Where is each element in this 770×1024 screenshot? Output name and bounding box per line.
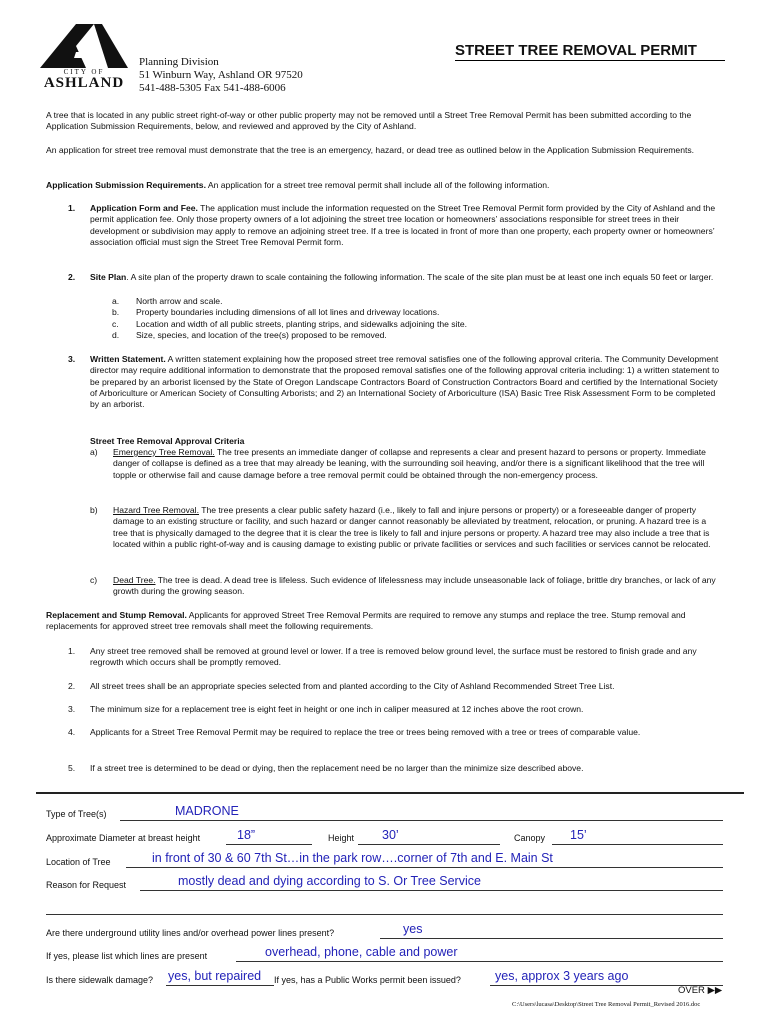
site-plan-a-text: North arrow and scale. <box>136 296 223 306</box>
division-phone: 541-488-5305 Fax 541-488-6006 <box>139 82 286 94</box>
canopy-value: 15’ <box>570 828 587 842</box>
site-plan-b-letter: b. <box>112 307 120 317</box>
criteria-a-heading: Emergency Tree Removal. <box>113 447 215 457</box>
double-arrow-right-icon: ▶▶ <box>707 985 723 996</box>
replacement-4-number: 4. <box>68 727 76 737</box>
reason-value: mostly dead and dying according to S. Or Tree Service <box>178 874 481 888</box>
req-1-number: 1. <box>68 203 76 213</box>
criteria-c-body <box>113 575 723 598</box>
over-label: OVER <box>678 985 705 996</box>
utility-label: Are there underground utility lines and/or overhead power lines present? <box>46 928 335 938</box>
height-value: 30’ <box>382 828 399 842</box>
division-name: Planning Division <box>139 56 219 68</box>
req-2-number: 2. <box>68 272 76 282</box>
requirements-intro-text: An application for a street tree removal permit shall include all of the following information. <box>205 180 550 190</box>
location-value: in front of 30 & 60 7th St…in the park row….corner of 7th and E. Main St <box>152 851 553 865</box>
req-3-body <box>90 354 722 410</box>
criteria-b-heading: Hazard Tree Removal. <box>113 505 199 515</box>
criteria-b-body <box>113 505 723 550</box>
diameter-value: 18” <box>237 828 256 842</box>
canopy-label: Canopy <box>514 833 546 843</box>
replacement-2-number: 2. <box>68 681 76 691</box>
replacement-1-number: 1. <box>68 646 76 656</box>
site-plan-d-text: Size, species, and location of the tree(s) proposed to be removed. <box>136 330 387 340</box>
utility-value: yes <box>403 922 423 936</box>
criteria-b-letter: b) <box>90 505 98 515</box>
city-logo <box>36 22 132 96</box>
reason-field-line-2[interactable] <box>46 902 723 915</box>
file-path-footer: C:\Users\lucasa\Desktop\Street Tree Removal Permit_Revised 2016.doc <box>512 1001 701 1008</box>
ashland-a-mark-icon <box>36 22 132 70</box>
division-block <box>139 56 303 95</box>
type-of-tree-label: Type of Tree(s) <box>46 809 107 819</box>
replacement-1-text: Any street tree removed shall be removed at ground level or lower. If a tree is removed below ground level, the surface must be restored to finish grade and any regrowth which occurs shall be promptly removed. <box>90 646 697 668</box>
height-label: Height <box>328 833 355 843</box>
replacement-4-text: Applicants for a Street Tree Removal Permit may be required to replace the tree or trees being removed with a tree or trees of comparable value. <box>90 727 641 737</box>
logo-city-of: CITY OF <box>63 68 105 76</box>
criteria-a-letter: a) <box>90 447 98 457</box>
replacement-text: Applicants for approved Street Tree Removal Permits are required to remove any stumps and replace the tree. Stump removal and replacements for approved street tree removals shall meet the following requirements. <box>46 610 686 632</box>
criteria-c-heading: Dead Tree. <box>113 575 156 585</box>
site-plan-c-letter: c. <box>112 319 119 329</box>
req-1-heading: Application Form and Fee. <box>90 203 198 213</box>
site-plan-c-text: Location and width of all public streets, planting strips, and sidewalks adjoining the site. <box>136 319 468 329</box>
replacement-paragraph <box>46 610 726 633</box>
replacement-2-text: All street trees shall be an appropriate species selected from and planted according to the City of Ashland Recommended Street Tree List. <box>90 681 615 691</box>
site-plan-b-text: Property boundaries including dimensions of all lot lines and driveway locations. <box>136 307 440 317</box>
req-3-text: A written statement explaining how the proposed street tree removal satisfies one of the following approval criteria. The Community Development director may require additional information to demonstrate that the proposed removal satisfies one of the following approval criteria including: 1) a written statement to be prepared by an arborist licensed by the State of Oregon Landscape Contractors Board of Construction Contractors Board and certified by the International Society of Arboriculture or American Society of Consulting Arborists; and 2) an International Society of Arboriculture (ISA) Basic Tree Risk Assessment Form to be completed by an arborist. <box>90 354 720 410</box>
criteria-heading: Street Tree Removal Approval Criteria <box>90 436 245 446</box>
permit-value: yes, approx 3 years ago <box>495 969 629 983</box>
type-of-tree-value: MADRONE <box>175 804 239 818</box>
site-plan-d-letter: d. <box>112 330 120 340</box>
reason-label: Reason for Request <box>46 880 127 890</box>
site-plan-a-letter: a. <box>112 296 120 306</box>
over-indicator <box>678 985 722 996</box>
req-2-heading: Site Plan <box>90 272 127 282</box>
requirements-heading: Application Submission Requirements. <box>46 180 206 190</box>
replacement-5-text: If a street tree is determined to be dead or dying, then the replacement need be no larger than the minimize size described above. <box>90 763 584 773</box>
replacement-3-text: The minimum size for a replacement tree is eight feet in height or one inch in caliper measured at 12 inches above the root crown. <box>90 704 584 714</box>
location-label: Location of Tree <box>46 857 111 867</box>
utility-field[interactable] <box>380 926 723 939</box>
sidewalk-label: Is there sidewalk damage? <box>46 975 154 985</box>
req-1-text: The application must include the information requested on the Street Tree Removal Permit form provided by the City of Ashland and the permit application fee. Only those property owners of a lot adjoining the street tree location or homeowners’ associations responsible for street trees in their development or subdivision may apply to remove an adjoining street tree. If a tree is located in front of more than one property, each property owner or homeowners’ association official must sign the Street Tree Removal Permit form. <box>90 203 716 247</box>
title-underline <box>455 60 725 61</box>
page-title: STREET TREE REMOVAL PERMIT <box>455 42 697 59</box>
logo-city-name: ASHLAND <box>43 75 125 91</box>
criteria-c-letter: c) <box>90 575 98 585</box>
lines-label: If yes, please list which lines are present <box>46 951 208 961</box>
permit-label: If yes, has a Public Works permit been issued? <box>274 975 461 985</box>
req-1-body <box>90 203 722 248</box>
division-address: 51 Winburn Way, Ashland OR 97520 <box>139 69 303 81</box>
criteria-c-text: The tree is dead. A dead tree is lifeless. Such evidence of lifelessness may include unseasonable lack of foliage, brittle dry branches, or lack of any growth during the growing season. <box>113 575 716 597</box>
sidewalk-value: yes, but repaired <box>168 969 262 983</box>
requirements-intro <box>46 180 726 191</box>
criteria-a-body <box>113 447 723 481</box>
req-3-number: 3. <box>68 354 76 364</box>
req-2-text: . A site plan of the property drawn to scale containing the following information. The scale of the site plan must be at least one inch equals 50 feet or larger. <box>126 272 714 282</box>
lines-value: overhead, phone, cable and power <box>265 945 458 959</box>
intro-paragraph-1: A tree that is located in any public street right-of-way or other public property may not be removed until a Street Tree Removal Permit has been submitted according to the Application Submission Requirements, below, and reviewed and approved by the City of Ashland. <box>46 110 692 132</box>
diameter-label: Approximate Diameter at breast height <box>46 833 201 843</box>
req-3-heading: Written Statement. <box>90 354 166 364</box>
intro-paragraph-2: An application for street tree removal must demonstrate that the tree is an emergency, hazard, or dead tree as outlined below in the Application Submission Requirements. <box>46 145 695 155</box>
height-field[interactable] <box>358 832 500 845</box>
req-2-body <box>90 272 722 283</box>
replacement-3-number: 3. <box>68 704 76 714</box>
replacement-5-number: 5. <box>68 763 76 773</box>
replacement-heading: Replacement and Stump Removal. <box>46 610 187 620</box>
criteria-a-text: The tree presents an immediate danger of collapse and represents a clear and present hazard to persons or property. Immediate danger of collapse is defined as a tree that may already be leaning, with the surrounding soil heaving, and/or there is a significant likelihood that the tree will topple or otherwise fail and cause damage before a tree removal permit could be obtained through the non-emergency process. <box>113 447 706 480</box>
criteria-b-text: The tree presents a clear public safety hazard (i.e., likely to fall and injure persons or property) or a foreseeable danger of property damage to an existing structure or facility, and such hazard or danger cannot reasonably be alleviated by treatment, relocation, or pruning. A hazard tree is a tree that is physically damaged to the degree that it is clear the tree is likely to fall and injure persons or property. A hazard tree may also include a tree that is located within a public right-of-way and is causing damage to existing public or private facilities or services and such facilities or services cannot be relocated. <box>113 505 711 549</box>
section-divider <box>36 792 744 794</box>
